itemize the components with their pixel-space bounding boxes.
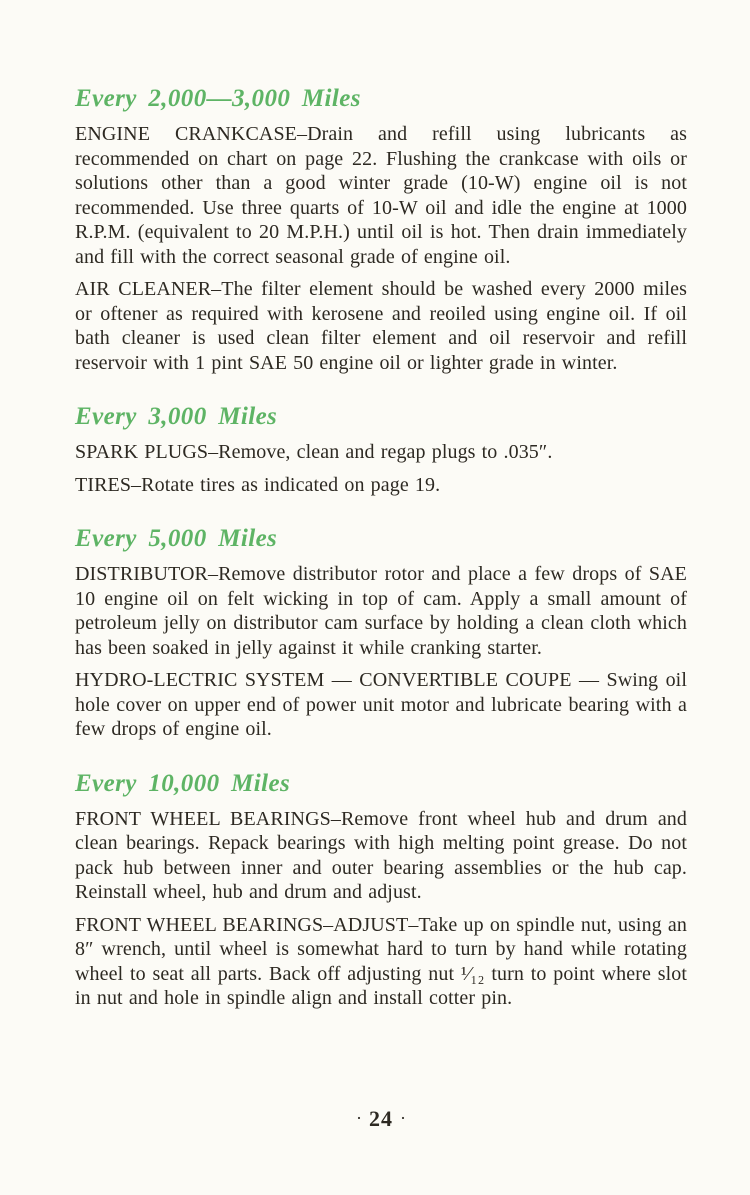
section-every-3000-miles (75, 403, 687, 497)
paragraph-air-cleaner: AIR CLEANER–The filter element should be washed every 2000 miles or oftener as required with kerosene and reoiled using engine oil. If oil bath cleaner is used clean filter element and oil reservoir and refill reservoir with 1 pint SAE 50 engine oil or lighter grade in winter. (75, 278, 687, 374)
page-footer (75, 1106, 687, 1132)
section-heading: Every 3,000 Miles (75, 403, 278, 430)
paragraph-front-wheel-bearings: FRONT WHEEL BEARINGS–Remove front wheel hub and drum and clean bearings. Repack bearings with high melting point grease. Do not pack hub between inner and outer bearing assemblies or the hub cap. Reinstall wheel, hub and drum and adjust. (75, 807, 687, 903)
section-heading: Every 10,000 Miles (75, 769, 291, 797)
section-heading: Every 5,000 Miles (75, 525, 278, 552)
section-heading: Every 2,000—3,000 Miles (75, 85, 361, 112)
paragraph-front-wheel-bearings-adjust: FRONT WHEEL BEARINGS–ADJUST–Take up on spindle nut, using an 8″ wrench, until wheel is somewhat hard to turn by hand while rotating wheel to seat all parts. Back off adjusting nut ¹⁄₁₂ turn to point where slot in nut and hole in spindle align and install cotter pin. (75, 913, 687, 1009)
footer-dot-right: · (400, 1108, 406, 1128)
paragraph-engine-crankcase: ENGINE CRANKCASE–Drain and refill using lubricants as recommended on chart on page 22. Flushing the crankcase with oils or solutions other than a good winter grade (10-W) engine oil is not recommended. Use three quarts of 10-W oil and idle the engine at 1000 R.P.M. (equivalent to 20 M.P.H.) until oil is hot. Then drain immediately and fill with the correct seasonal grade of engine oil. (75, 123, 687, 268)
section-every-5000-miles (75, 525, 687, 742)
section-every-10000-miles (75, 770, 687, 1011)
page-number: 24 (369, 1106, 393, 1131)
paragraph-tires: TIRES–Rotate tires as indicated on page 19. (75, 473, 441, 496)
paragraph-distributor: DISTRIBUTOR–Remove distributor rotor and place a few drops of SAE 10 engine oil on felt wicking in top of cam. Apply a small amount of petroleum jelly on distributor cam surface by holding a clean cloth which has been soaked in jelly against it while cranking starter. (75, 563, 687, 659)
footer-dot-left: · (356, 1108, 362, 1128)
paragraph-spark-plugs: SPARK PLUGS–Remove, clean and regap plugs to .035″. (75, 441, 553, 463)
section-every-2000-3000-miles (75, 85, 687, 375)
paragraph-hydro-lectric-system: HYDRO-LECTRIC SYSTEM — CONVERTIBLE COUPE — Swing oil hole cover on upper end of power unit motor and lubricate bearing with a few drops of engine oil. (75, 669, 687, 740)
